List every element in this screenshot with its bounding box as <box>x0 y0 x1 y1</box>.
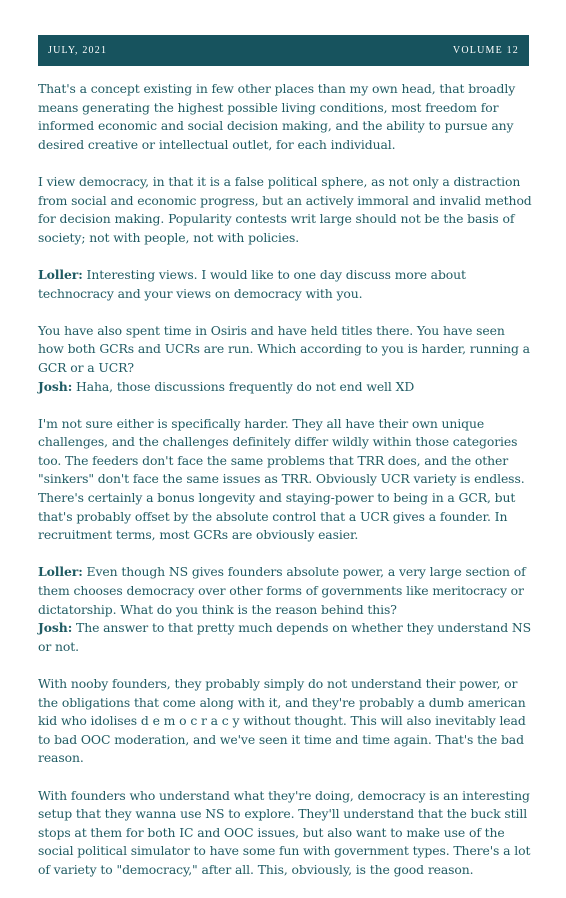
paragraph-question-gcr-ucr <box>38 322 532 378</box>
article-body <box>38 80 532 898</box>
paragraph-josh-haha <box>38 378 532 397</box>
paragraph-text: Even though NS gives founders absolute power, a very large section of them chooses democracy over other forms of governments like meritocracy or dictatorship. What do you think is the reason behind this? <box>38 564 526 617</box>
paragraph-text: The answer to that pretty much depends on whether they understand NS or not. <box>38 620 532 654</box>
speaker-label: Loller: <box>38 564 83 580</box>
paragraph-loller-democracy-question <box>38 563 532 619</box>
paragraph-text: Haha, those discussions frequently do not end well XD <box>72 378 415 394</box>
paragraph-text: That's a concept existing in few other places than my own head, that broadly means generating the highest possible living conditions, most freedom for informed economic and social decision making, and the ability to pursue any desired creative or intellectual outlet, for each individual. <box>38 81 516 152</box>
paragraph-text: With nooby founders, they probably simply do not understand their power, or the obligations that come along with it, and they're probably a dumb american kid who idolises d e m o c r a c y without thought. This will also inevitably lead to bad OOC moderation, and we've seen it time and time again. That's the bad reason. <box>38 676 526 766</box>
paragraph-gcr-ucr-answer <box>38 415 532 545</box>
paragraph-technocracy-definition <box>38 80 532 154</box>
paragraph-democracy-view <box>38 173 532 247</box>
paragraph-text: I'm not sure either is specifically harder. They all have their own unique challenges, and the challenges definitely differ wildly within those categories too. The feeders don't face the same problems that TRR does, and the other "sinkers" don't face the same issues as TRR. Obviously UCR variety is endless. There's certainly a bonus longevity and staying-power to being in a GCR, but that's probably offset by the absolute control that a UCR gives a founder. In recruitment terms, most GCRs are obviously easier. <box>38 415 525 543</box>
paragraph-text: With founders who understand what they're doing, democracy is an interesting setup that they wanna use NS to explore. They'll understand that the buck still stops at them for both IC and OOC issues, but also want to make use of the social political simulator to have some fun with government types. There's a lot of variety to "democracy," after all. This, obviously, is the good reason. <box>38 787 531 877</box>
paragraph-nooby-founders <box>38 675 532 768</box>
speaker-label: Josh: <box>38 620 73 636</box>
speaker-label: Loller: <box>38 266 83 282</box>
paragraph-text: I view democracy, in that it is a false political sphere, as not only a distraction from social and economic progress, but an actively immoral and invalid method for decision making. Popularity contests writ large should not be the basis of society; not with people, not with policies. <box>38 173 532 245</box>
paragraph-loller-interesting-views <box>38 266 532 303</box>
speaker-label: Josh: <box>38 378 73 394</box>
paragraph-josh-answer <box>38 619 532 656</box>
page-header-band <box>38 35 529 66</box>
paragraph-text: Interesting views. I would like to one day discuss more about technocracy and your views on democracy with you. <box>38 266 466 301</box>
paragraph-informed-founders <box>38 787 532 880</box>
issue-date: JULY, 2021 <box>48 45 108 56</box>
issue-volume: VOLUME 12 <box>452 45 519 56</box>
paragraph-text: You have also spent time in Osiris and have held titles there. You have seen how both GCRs and UCRs are run. Which according to you is harder, running a GCR or a UCR? <box>38 322 530 375</box>
